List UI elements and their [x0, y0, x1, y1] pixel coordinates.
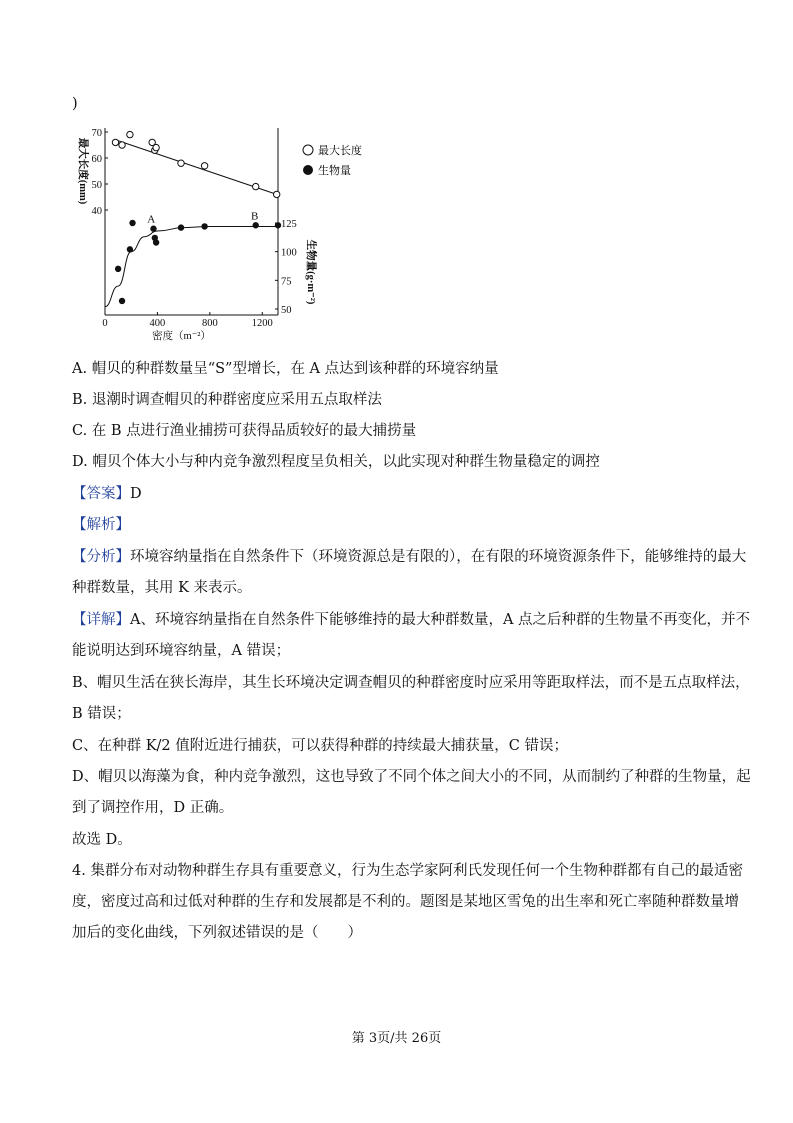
chart-labels	[77, 128, 318, 342]
biomass-fit-curve	[105, 226, 278, 306]
detail-line-a2: 能说明达到环境容纳量，A 错误；	[72, 643, 291, 659]
left-tick-label: 40	[91, 206, 102, 217]
length-point	[178, 160, 184, 166]
right-tick-label: 75	[281, 276, 292, 288]
left-tick-label: 70	[91, 128, 102, 139]
fenxi-text-1: 环境容纳量指在自然条件下（环境资源总是有限的），在有限的环境资源条件下，能够维持的最大	[130, 549, 747, 565]
fenxi-tag: 【分析】	[72, 549, 130, 565]
biomass-point	[253, 222, 259, 228]
density-length-biomass-chart	[72, 122, 412, 342]
answer-tag: 【答案】	[72, 486, 130, 502]
biomass-point	[178, 224, 184, 230]
biomass-point	[127, 246, 133, 252]
legend-filled-circle	[303, 165, 313, 175]
x-axis-label: 密度（m⁻²）	[152, 331, 211, 342]
x-tick-label: 400	[149, 318, 166, 329]
legend-open-circle	[303, 145, 313, 155]
length-point	[119, 142, 125, 148]
legend-label-length: 最大长度	[318, 145, 362, 157]
left-tick-label: 50	[91, 180, 102, 191]
right-tick-label: 50	[281, 305, 292, 316]
fenxi-line-1	[72, 545, 746, 566]
option-c: C. 在 B 点进行渔业捕捞可获得品质较好的最大捕捞量	[72, 423, 417, 439]
right-tick-label: 100	[281, 247, 297, 259]
length-point	[201, 163, 207, 169]
fenxi-line-2: 种群数量，其用 K 来表示。	[72, 580, 252, 596]
legend-label-biomass: 生物量	[318, 165, 351, 177]
detail-tag: 【详解】	[72, 612, 130, 628]
biomass-point	[201, 223, 207, 229]
point-annotation-A: A	[147, 213, 156, 226]
detail-line-d1: D、帽贝以海藻为食，种内竞争激烈，这也导致了不同个体之间大小的不同，从而制约了种群的生物量，起	[72, 769, 751, 785]
question-4-line-2: 度，密度过高和过低对种群的生存和发展都是不利的。题图是某地区雪兔的出生率和死亡率随种群数量增	[72, 894, 739, 910]
detail-line-d2: 到了调控作用，D 正确。	[72, 800, 234, 816]
biomass-point	[119, 298, 125, 304]
detail-text-a1: A、环境容纳量指在自然条件下能够维持的最大种群数量，A 点之后种群的生物量不再变化，并不	[130, 612, 751, 628]
detail-line-c1: C、在种群 K/2 值附近进行捕获，可以获得种群的持续最大捕获量，C 错误；	[72, 738, 568, 754]
question-4-line-3: 加后的变化曲线，下列叙述错误的是（ ）	[72, 925, 362, 941]
biomass-point	[150, 226, 156, 232]
page-footer: 第 3页/共 26页	[351, 1031, 442, 1046]
detail-line-b2: B 错误；	[72, 706, 131, 722]
right-tick-label: 125	[281, 219, 297, 230]
analysis-tag: 【解析】	[72, 517, 130, 533]
option-b: B. 退潮时调查帽贝的种群密度应采用五点取样法	[72, 392, 382, 408]
left-axis-label: 最大长度(mm)	[77, 137, 88, 205]
chart-legend	[303, 143, 362, 177]
length-point	[273, 191, 279, 197]
question-4-line-1: 4. 集群分布对动物种群生存具有重要意义，行为生态学家阿利氏发现任何一个生物种群都有自己的最适密	[72, 863, 743, 879]
length-point	[112, 139, 118, 145]
biomass-point	[115, 266, 121, 272]
biomass-point	[129, 220, 135, 226]
continuation-paren: )	[72, 96, 78, 112]
length-point	[153, 144, 159, 150]
x-tick-label: 0	[102, 318, 108, 329]
option-a: A. 帽贝的种群数量呈“S”型增长，在 A 点达到该种群的环境容纳量	[72, 361, 499, 377]
option-d: D. 帽贝个体大小与种内竞争激烈程度呈负相关，以此实现对种群生物量稳定的调控	[72, 454, 600, 470]
detail-line-a1	[72, 608, 750, 629]
detail-line-b1: B、帽贝生活在狭长海岸，其生长环境决定调查帽贝的种群密度时应采用等距取样法，而不是五点取样法，	[72, 675, 750, 691]
length-point	[127, 131, 133, 137]
x-tick-label: 800	[201, 318, 218, 329]
conclusion-line: 故选 D。	[72, 832, 132, 848]
x-tick-label: 1200	[251, 318, 273, 329]
point-annotation-B: B	[251, 210, 259, 223]
answer-value: D	[130, 486, 142, 502]
length-point	[253, 183, 259, 189]
biomass-point	[153, 239, 159, 245]
left-tick-label: 60	[91, 154, 102, 165]
answer-line	[72, 482, 142, 503]
right-axis-label: 生物量(g·m⁻²)	[305, 239, 316, 305]
